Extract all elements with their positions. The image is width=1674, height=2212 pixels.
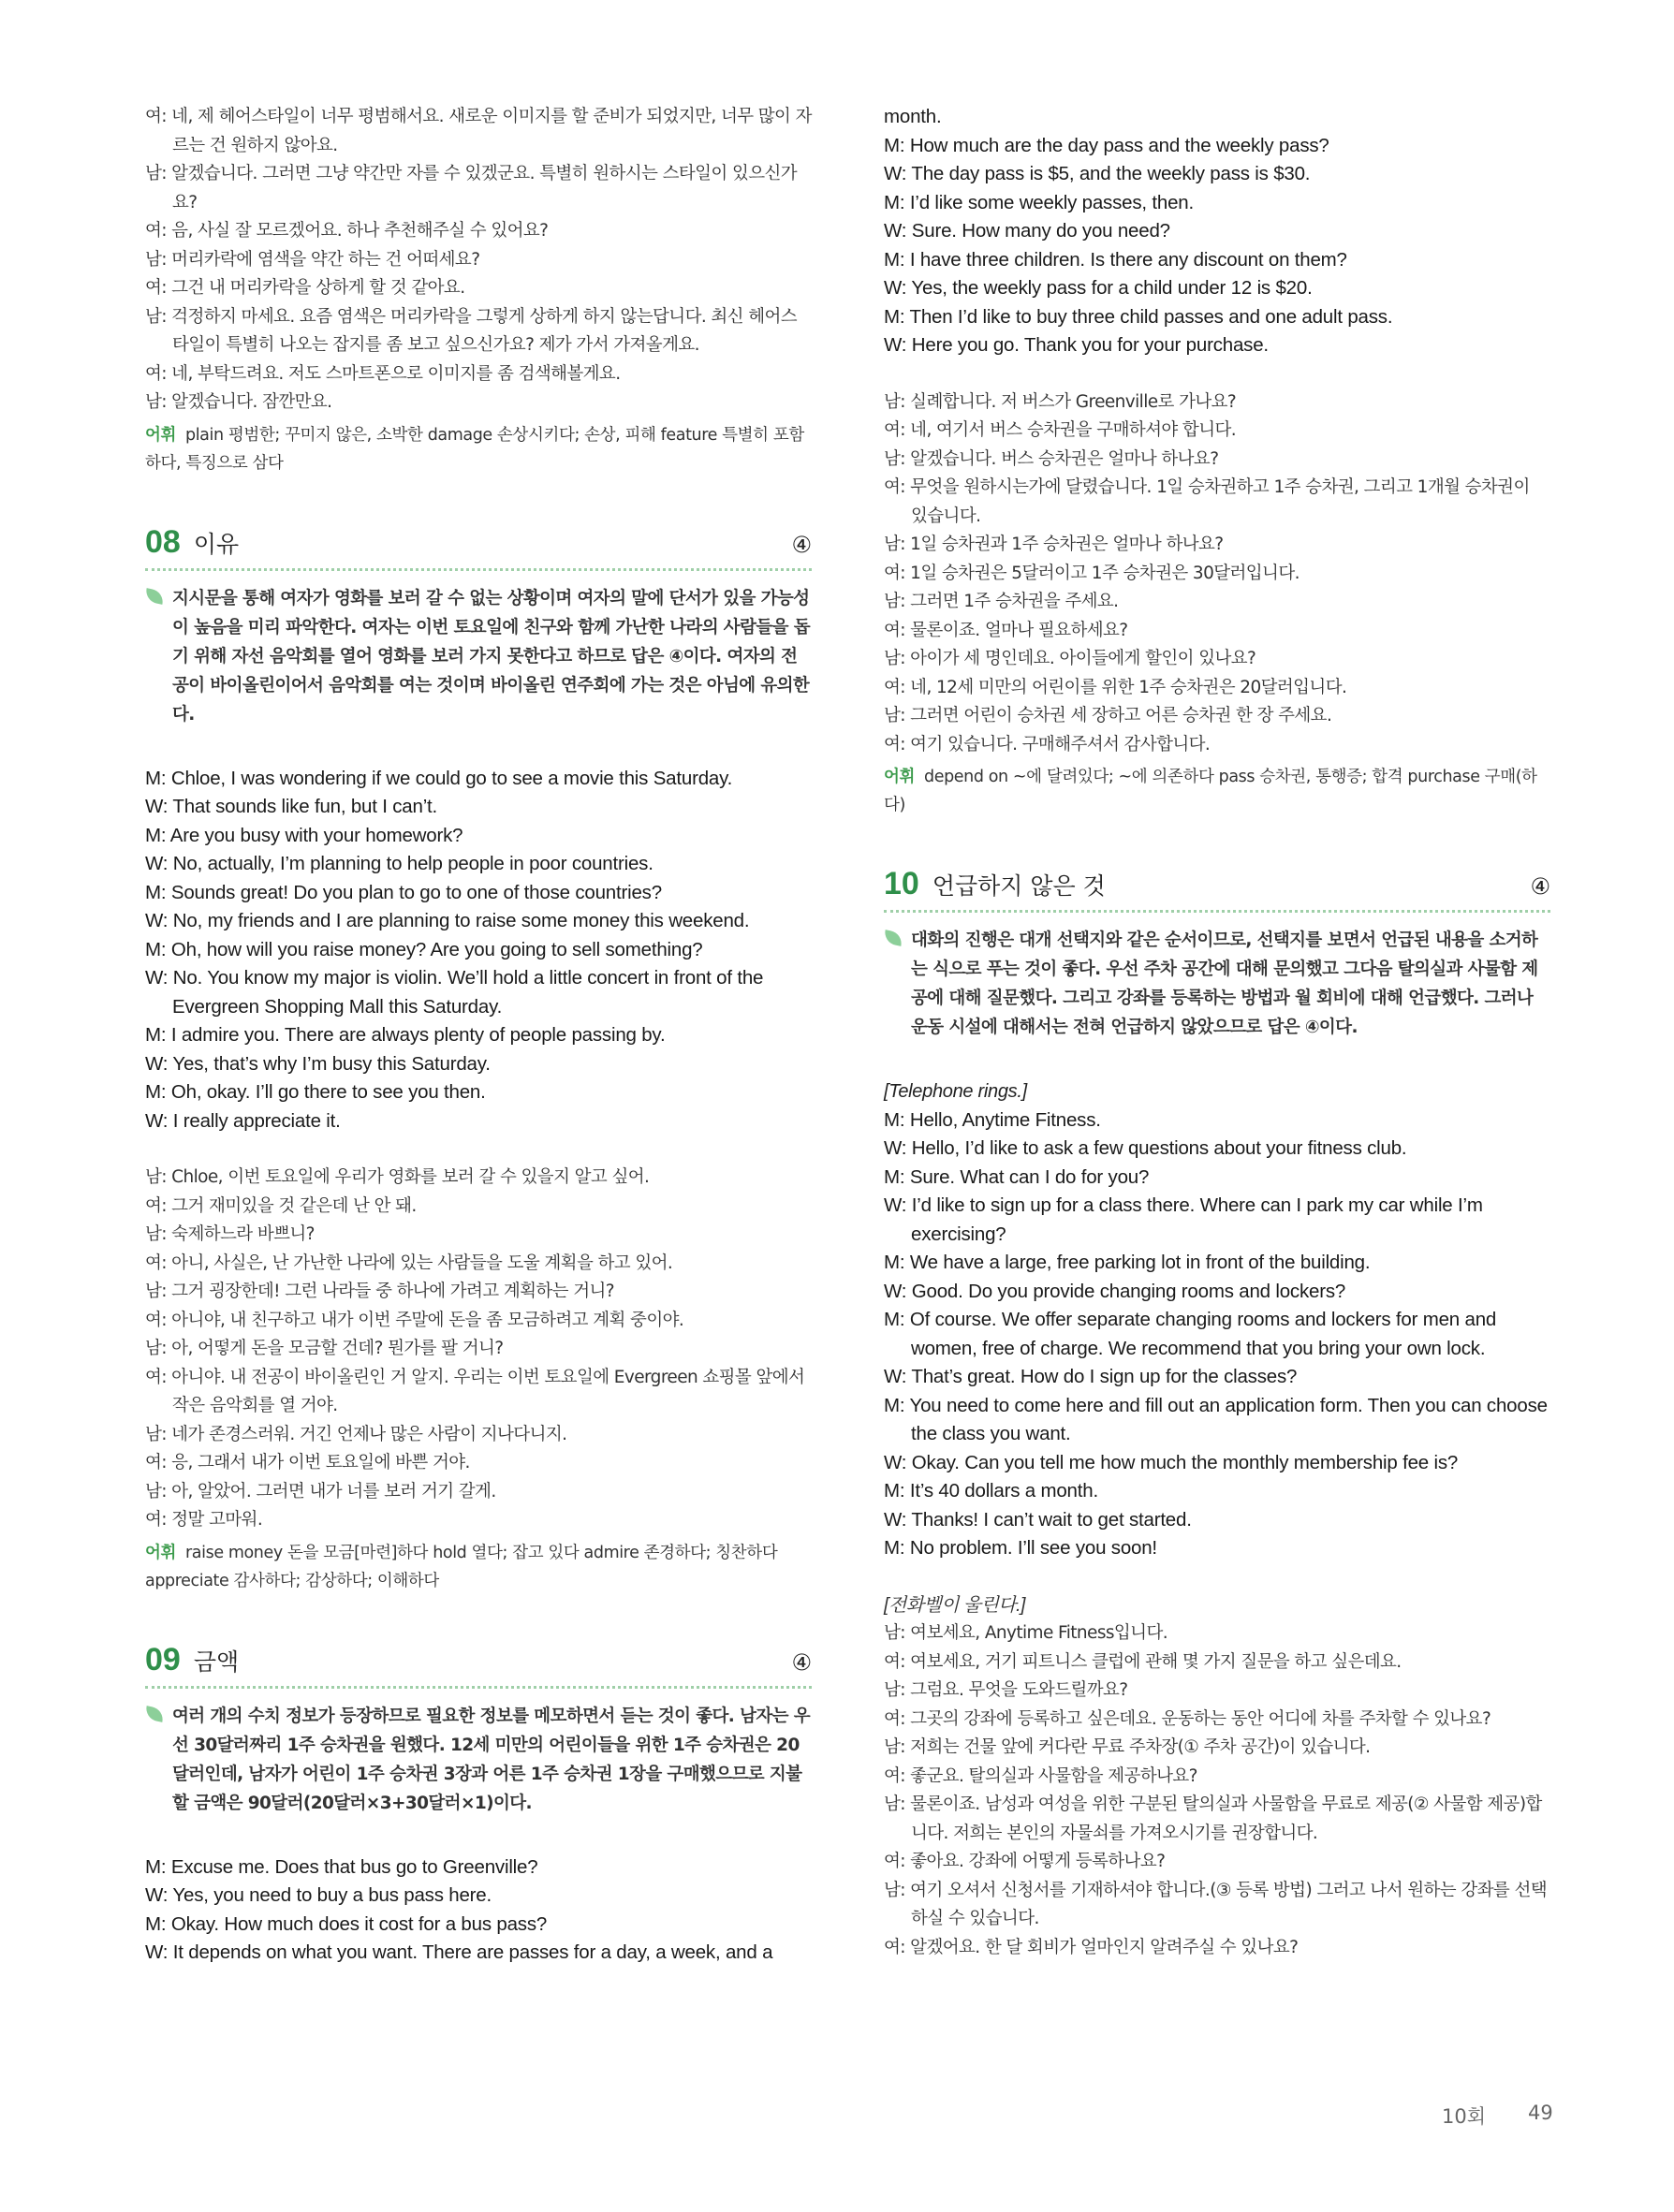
dialogue-line: M: Sounds great! Do you plan to go to one of those countries?: [145, 881, 662, 903]
dialogue-line: W: That sounds like fun, but I can’t.: [145, 796, 438, 817]
section-10-header: [884, 866, 1550, 913]
dialogue-line: 여: 그곳의 강좌에 등록하고 싶은데요. 운동하는 동안 어디에 차를 주차할 수 있나요?: [884, 1708, 1491, 1729]
dialogue-line: 남: 그러면 어린이 승차권 세 장하고 어른 승차권 한 장 주세요.: [884, 706, 1332, 725]
dialogue-line: W: Yes, the weekly pass for a child under 12 is $20.: [884, 277, 1313, 299]
dialogue-line: W: I’d like to sign up for a class there. Where can I park my car while I’m exercising?: [884, 1194, 1483, 1245]
stage-direction-korean: [전화벨이 울린다.]: [884, 1594, 1025, 1616]
dialogue-line: 여: 1일 승차권은 5달러이고 1주 승차권은 30달러입니다.: [884, 563, 1300, 583]
explanation: 지시문을 통해 여자가 영화를 보러 갈 수 없는 상황이며 여자의 말에 단서가 있을 가능성이 높음을 미리 파악한다. 여자는 이번 토요일에 친구와 함께 가난한 나라의 사람들을 돕기 위해 자선 음악회를 열어 영화를 보러 가지 못한다고 하므로 답은 ④이다. 여자의 전공이 바이올린이어서 음악회를 여는 것이며 바이올린 연주회에 가는 것은 아님에 유의한다.: [145, 584, 812, 729]
dialogue-line: 남: 실례합니다. 저 버스가 Greenville로 가나요?: [884, 391, 1237, 412]
dialogue-line: 여: 정말 고마워.: [145, 1510, 263, 1530]
dialogue-line: 여: 네, 여기서 버스 승차권을 구매하셔야 합니다.: [884, 420, 1237, 440]
section-08: [145, 524, 812, 1595]
dialogue-line: M: Okay. How much does it cost for a bus pass?: [145, 1912, 548, 1935]
section-title: 금액: [193, 1648, 240, 1676]
leaf-icon: [144, 1706, 165, 1722]
dialogue-line: M: No problem. I’ll see you soon!: [884, 1537, 1157, 1559]
dialogue-line: 남: 1일 승차권과 1주 승차권은 얼마나 하나요?: [884, 535, 1224, 554]
dialogue-line: 여: 그거 재미있을 것 같은데 난 안 돼.: [145, 1195, 417, 1216]
dialogue-line: 여: 응, 그래서 내가 이번 토요일에 바쁜 거야.: [145, 1453, 470, 1472]
right-column: [884, 103, 1550, 1962]
section-number: 09: [145, 1641, 181, 1677]
dialogue-line: 남: 여보세요, Anytime Fitness입니다.: [884, 1623, 1168, 1643]
round-label: 10회: [1442, 2105, 1487, 2128]
dialogue-line: 남: 걱정하지 마세요. 요즘 염색은 머리카락을 그렇게 상하게 하지 않는답니다. 최신 헤어스타일이 특별히 나오는 잡지를 좀 보고 싶으신가요? 제가 가서 가져올게요.: [145, 306, 798, 355]
dialogue-line: W: Hello, I’d like to ask a few questions about your fitness club.: [884, 1137, 1407, 1159]
leaf-icon: [883, 930, 903, 946]
section-09-header: [145, 1642, 812, 1689]
dialogue-line: 여: 그건 내 머리카락을 상하게 할 것 같아요.: [145, 278, 465, 298]
dialogue-korean-prev: [145, 103, 812, 417]
dialogue-line: W: The day pass is $5, and the weekly pass is $30.: [884, 163, 1311, 184]
dialogue-line: 남: 알겠습니다. 그러면 그냥 약간만 자를 수 있겠군요. 특별히 원하시는 스타일이 있으신가요?: [145, 164, 798, 212]
dialogue-line: W: No, my friends and I are planning to raise some money this weekend.: [145, 910, 750, 931]
dialogue-line: 남: 그러면 1주 승차권을 주세요.: [884, 592, 1119, 611]
dialogue-line: M: I admire you. There are always plenty of people passing by.: [145, 1024, 666, 1046]
dialogue-line: 남: 아, 어떻게 돈을 모금할 건데? 뭔가를 팔 거니?: [145, 1339, 504, 1358]
dialogue-english-cont: [884, 103, 1550, 360]
dialogue-line: W: Thanks! I can’t wait to get started.: [884, 1508, 1192, 1531]
dialogue-korean: [884, 388, 1550, 760]
section-title: 언급하지 않은 것: [932, 872, 1106, 900]
dialogue-line: M: Then I’d like to buy three child passes and one adult pass.: [884, 305, 1393, 328]
dialogue-line: M: You need to come here and fill out an application form. Then you can choose the class you want.: [884, 1394, 1548, 1444]
dialogue-line: M: Sure. What can I do for you?: [884, 1165, 1150, 1188]
answer-mark: ④: [791, 531, 812, 558]
vocab: 어휘 raise money 돈을 모금[마련]하다 hold 열다; 잡고 있다 admire 존경하다; 칭찬하다 appreciate 감사하다; 감상하다; 이해하다: [145, 1543, 778, 1590]
section-number: 10: [884, 866, 919, 901]
dialogue-line: 여: 물론이죠. 얼마나 필요하세요?: [884, 620, 1128, 640]
dialogue-line: 여: 알겠어요. 한 달 회비가 얼마인지 알려주실 수 있나요?: [884, 1937, 1299, 1957]
dialogue-line: 남: 알겠습니다. 버스 승차권은 얼마나 하나요?: [884, 448, 1219, 469]
dialogue-line: 남: 아, 알았어. 그러면 내가 너를 보러 거기 갈게.: [145, 1481, 496, 1502]
dialogue-line: 남: 여기 오셔서 신청서를 기재하셔야 합니다.(③ 등록 방법) 그러고 나서 원하는 강좌를 선택하실 수 있습니다.: [884, 1880, 1547, 1928]
dialogue-line: 여: 네, 12세 미만의 어린이를 위한 1주 승차권은 20달러입니다.: [884, 677, 1347, 697]
dialogue-line: 여: 좋아요. 강좌에 어떻게 등록하나요?: [884, 1852, 1166, 1871]
dialogue-line: 여: 네, 부탁드려요. 저도 스마트폰으로 이미지를 좀 검색해볼게요.: [145, 363, 621, 384]
dialogue-line: M: Chloe, I was wondering if we could go to see a movie this Saturday.: [145, 767, 733, 789]
dialogue-line: 여: 좋군요. 탈의실과 사물함을 제공하나요?: [884, 1765, 1197, 1786]
dialogue-line: 남: 그거 굉장한데! 그런 나라들 중 하나에 가려고 계획하는 거니?: [145, 1282, 614, 1301]
dialogue-line: 여: 아니야. 내 전공이 바이올린인 거 알지. 우리는 이번 토요일에 Evergreen 쇼핑몰 앞에서 작은 음악회를 열 거야.: [145, 1367, 805, 1415]
dialogue-line: W: Yes, that’s why I’m busy this Saturday.: [145, 1052, 491, 1075]
dialogue-line: 여: 여보세요, 거기 피트니스 클럽에 관해 몇 가지 질문을 하고 싶은데요.: [884, 1651, 1402, 1672]
dialogue-line: M: How much are the day pass and the weekly pass?: [884, 134, 1329, 156]
dialogue-line: 여: 음, 사실 잘 모르겠어요. 하나 추천해주실 수 있어요?: [145, 221, 549, 241]
dialogue-line: W: Here you go. Thank you for your purchase.: [884, 334, 1269, 356]
dialogue-line: M: Of course. We offer separate changing rooms and lockers for men and women, free of charge. We recommend that you bring your own lock.: [884, 1309, 1497, 1359]
dialogue-line: M: I have three children. Is there any discount on them?: [884, 248, 1347, 271]
dialogue-line: M: We have a large, free parking lot in front of the building.: [884, 1252, 1371, 1273]
dialogue-english: [884, 1106, 1550, 1563]
answer-mark: ④: [791, 1648, 812, 1676]
dialogue-line: W: That’s great. How do I sign up for the classes?: [884, 1366, 1298, 1387]
dialogue-line: 남: 네가 존경스러워. 거긴 언제나 많은 사람이 지나다니지.: [145, 1424, 567, 1444]
section-number: 08: [145, 523, 181, 560]
dialogue-line: W: I really appreciate it.: [145, 1109, 341, 1132]
dialogue-line: M: Excuse me. Does that bus go to Greenville?: [145, 1855, 538, 1878]
dialogue-line: M: It’s 40 dollars a month.: [884, 1480, 1098, 1502]
section-title: 이유: [193, 530, 240, 558]
dialogue-line: 남: 저희는 건물 앞에 커다란 무료 주차장(① 주차 공간)이 있습니다.: [884, 1737, 1371, 1757]
dialogue-line: M: Oh, okay. I’ll go there to see you then.: [145, 1081, 486, 1103]
dialogue-line: W: No. You know my major is violin. We’ll hold a little concert in front of the Evergreen Shopping Mall this Saturday.: [145, 967, 764, 1018]
section-10: [884, 866, 1550, 1962]
dialogue-line: 남: 알겠습니다. 잠깐만요.: [145, 392, 332, 412]
dialogue-line: W: Okay. Can you tell me how much the monthly membership fee is?: [884, 1451, 1459, 1473]
page-number: 49: [1528, 2102, 1553, 2124]
dialogue-line: 남: 물론이죠. 남성과 여성을 위한 구분된 탈의실과 사물함을 무료로 제공(② 사물함 제공)합니다. 저희는 본인의 자물쇠를 가져오시기를 권장합니다.: [884, 1795, 1542, 1843]
dialogue-line: 여: 아니야, 내 친구하고 내가 이번 주말에 돈을 좀 모금하려고 계획 중이야.: [145, 1310, 684, 1330]
dialogue-line: 여: 무엇을 원하시는가에 달렸습니다. 1일 승차권하고 1주 승차권, 그리고 1개월 승차권이 있습니다.: [884, 477, 1530, 526]
dialogue-line: 여: 여기 있습니다. 구매해주셔서 감사합니다.: [884, 734, 1211, 754]
dialogue-line: 남: 숙제하느라 바쁘니?: [145, 1224, 315, 1244]
dialogue-line: M: I’d like some weekly passes, then.: [884, 191, 1194, 213]
section-08-header: [145, 524, 812, 571]
stage-direction: [Telephone rings.]: [884, 1081, 1027, 1102]
dialogue-line: M: Are you busy with your homework?: [145, 824, 463, 846]
dialogue-line: month.: [884, 106, 942, 127]
vocab: 어휘 depend on ~에 달려있다; ~에 의존하다 pass 승차권, 통행증; 합격 purchase 구매(하다): [884, 768, 1537, 814]
dialogue-line: M: Hello, Anytime Fitness.: [884, 1108, 1101, 1131]
dialogue-line: W: It depends on what you want. There are passes for a day, a week, and a: [145, 1941, 773, 1963]
answer-mark: ④: [1530, 873, 1550, 900]
dialogue-english: [145, 1853, 812, 1968]
dialogue-line: 여: 네, 제 헤어스타일이 너무 평범해서요. 새로운 이미지를 할 준비가 되었지만, 너무 많이 자르는 건 원하지 않아요.: [145, 107, 812, 155]
dialogue-line: 남: Chloe, 이번 토요일에 우리가 영화를 보러 갈 수 있을지 알고 싶어.: [145, 1167, 650, 1187]
dialogue-line: W: Good. Do you provide changing rooms and lockers?: [884, 1280, 1346, 1302]
dialogue-line: W: No, actually, I’m planning to help people in poor countries.: [145, 853, 653, 874]
explanation: 대화의 진행은 대개 선택지와 같은 순서이므로, 선택지를 보면서 언급된 내용을 소거하는 식으로 푸는 것이 좋다. 우선 주차 공간에 대해 문의했고 그다음 탈의실과 사물함 제공에 대해 질문했다. 그리고 강좌를 등록하는 방법과 월 회비에 대해 언급했다. 그러나 운동 시설에 대해서는 전혀 언급하지 않았으므로 답은 ④이다.: [884, 926, 1550, 1042]
leaf-icon: [144, 588, 165, 605]
dialogue-line: 여: 아니, 사실은, 난 가난한 나라에 있는 사람들을 도울 계획을 하고 있어.: [145, 1252, 673, 1273]
dialogue-english: [145, 765, 812, 1136]
section-09: [145, 1642, 812, 1968]
dialogue-line: 남: 아이가 세 명인데요. 아이들에게 할인이 있나요?: [884, 649, 1256, 668]
dialogue-line: 남: 머리카락에 염색을 약간 하는 건 어떠세요?: [145, 249, 480, 270]
dialogue-line: M: Oh, how will you raise money? Are you going to sell something?: [145, 938, 703, 960]
vocab-prev: 어휘 plain 평범한; 꾸미지 않은, 소박한 damage 손상시키다; 손상, 피해 feature 특별히 포함하다, 특징으로 삼다: [145, 425, 804, 473]
dialogue-korean: [884, 1619, 1550, 1962]
explanation: 여러 개의 수치 정보가 등장하므로 필요한 정보를 메모하면서 듣는 것이 좋다. 남자는 우선 30달러짜리 1주 승차권을 원했다. 12세 미만의 어린이들을 위한 1주 승차권은 20달러인데, 남자가 어린이 1주 승차권 3장과 어른 1주 승차권 1장을 구매했으므로 지불할 금액은 90달러(20달러×3+30달러×1)이다.: [145, 1702, 812, 1818]
dialogue-line: W: Sure. How many do you need?: [884, 220, 1170, 242]
dialogue-korean: [145, 1164, 812, 1535]
left-column: [145, 103, 812, 1968]
dialogue-line: 남: 그럼요. 무엇을 도와드릴까요?: [884, 1680, 1128, 1700]
dialogue-line: W: Yes, you need to buy a bus pass here.: [145, 1884, 492, 1906]
